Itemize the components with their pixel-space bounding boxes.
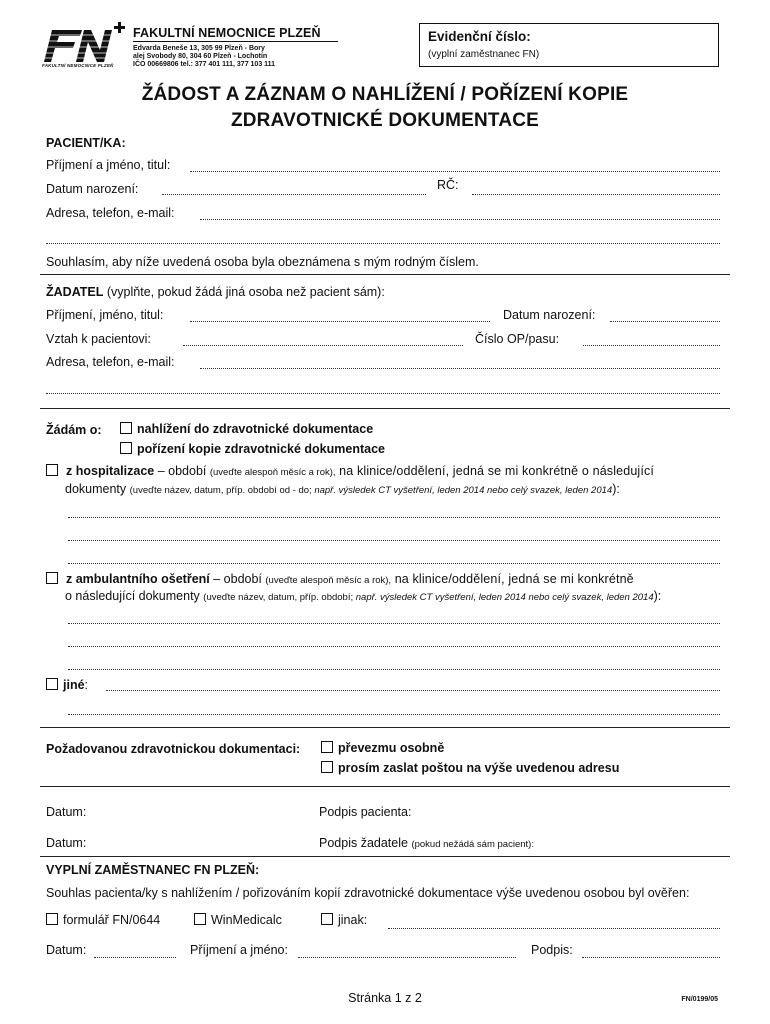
ambulatory-field-1[interactable] <box>68 623 720 624</box>
checkbox[interactable] <box>46 678 58 690</box>
evidence-number-box[interactable] <box>419 23 719 67</box>
section-divider <box>40 727 730 728</box>
applicant-address-field[interactable] <box>200 368 720 369</box>
patient-address-field-2[interactable] <box>46 243 720 244</box>
docs-example: např. výsledek CT vyšetření, leden 2014 nebo celý svazek, leden 2014 <box>355 592 654 603</box>
ambulatory-label: z ambulantního ošetření <box>66 572 210 586</box>
checkbox[interactable] <box>120 442 132 454</box>
address-line-1: Edvarda Beneše 13, 305 99 Plzeň - Bory <box>133 45 265 52</box>
option-label: jinak: <box>338 913 368 927</box>
applicant-heading <box>46 285 385 299</box>
delivery-option-personal[interactable] <box>321 741 444 755</box>
applicant-address-label: Adresa, telefon, e-mail: <box>46 355 175 369</box>
option-label: pořízení kopie zdravotnické dokumentace <box>137 442 385 456</box>
applicant-heading-bold: ŽADATEL <box>46 285 104 299</box>
address-line-2: alej Svobody 80, 304 60 Plzeň - Lochotín <box>133 53 268 60</box>
patient-signature-label: Podpis pacienta: <box>319 805 412 819</box>
docs-colon: ): <box>612 482 620 496</box>
staff-sign-label: Podpis: <box>531 943 573 957</box>
option-label: prosím zaslat poštou na výše uvedenou adresu <box>338 761 620 775</box>
other-field-2[interactable] <box>68 714 720 715</box>
request-option-copy[interactable] <box>120 442 385 456</box>
patient-dob-field[interactable] <box>162 194 426 195</box>
request-label: Žádám o: <box>46 423 102 437</box>
period-note: (uveďte alespoň měsíc a rok), <box>265 575 392 586</box>
option-label: nahlížení do zdravotnické dokumentace <box>137 422 374 436</box>
checkbox[interactable] <box>194 913 206 925</box>
dash: – období <box>209 572 266 586</box>
ambulatory-option[interactable] <box>46 572 634 586</box>
staff-name-label: Příjmení a jméno: <box>190 943 288 957</box>
staff-date-label: Datum: <box>46 943 87 957</box>
applicant-signature-label <box>319 836 534 850</box>
section-divider <box>40 408 730 409</box>
hospitalization-line2 <box>65 482 620 496</box>
ambulatory-field-2[interactable] <box>68 646 720 647</box>
patient-name-label: Příjmení a jméno, titul: <box>46 158 171 172</box>
hospitalization-rest: na klinice/oddělení, jedná se mi konkrétně o následující <box>335 464 655 478</box>
header-divider <box>133 41 338 42</box>
logo-caption: FAKULTNÍ NEMOCNICE PLZEŇ <box>42 63 114 68</box>
checkbox[interactable] <box>321 913 333 925</box>
checkbox[interactable] <box>321 741 333 753</box>
docs-note: (uveďte název, datum, příp. období; <box>203 592 356 603</box>
form-title-line2: ZDRAVOTNICKÉ DOKUMENTACE <box>230 110 540 131</box>
patient-heading: PACIENT/KA: <box>46 136 126 150</box>
staff-sign-field[interactable] <box>582 957 720 958</box>
patient-address-label: Adresa, telefon, e-mail: <box>46 206 175 220</box>
applicant-dob-field[interactable] <box>610 321 720 322</box>
other-label: jiné <box>63 678 85 692</box>
form-code: FN/0199/05 <box>681 996 718 1003</box>
applicant-signature-text: Podpis žadatele <box>319 836 412 850</box>
staff-date-field[interactable] <box>94 957 176 958</box>
form-title-line1: ŽÁDOST A ZÁZNAM O NAHLÍŽENÍ / POŘÍZENÍ KOPIE <box>141 84 629 105</box>
staff-consent-text: Souhlas pacienta/ky s nahlížením / pořizováním kopií zdravotnické dokumentace výše uvedenou osobou byl ověřen: <box>46 886 690 900</box>
staff-option-other[interactable] <box>321 913 367 927</box>
checkbox[interactable] <box>120 422 132 434</box>
address-line-3: IČO 00669806 tel.: 377 401 111, 377 103 111 <box>133 61 276 68</box>
ambulatory-field-3[interactable] <box>68 669 720 670</box>
page-number: Stránka 1 z 2 <box>348 991 422 1005</box>
section-divider <box>40 856 730 857</box>
applicant-date-label: Datum: <box>46 836 87 850</box>
ambulatory-rest: na klinice/oddělení, jedná se mi konkrétně <box>391 572 634 586</box>
docs-colon: ): <box>653 589 662 603</box>
checkbox[interactable] <box>46 913 58 925</box>
option-label: převezmu osobně <box>338 741 445 755</box>
checkbox[interactable] <box>46 572 58 584</box>
docs-word: dokumenty <box>65 482 130 496</box>
staff-other-field[interactable] <box>388 928 720 929</box>
docs-example: např. výsledek CT vyšetření, leden 2014 nebo celý svazek, leden 2014 <box>314 485 613 496</box>
staff-name-field[interactable] <box>298 957 516 958</box>
docs-note: (uveďte název, datum, příp. období od - do; <box>129 485 315 496</box>
staff-option-winmedicalc[interactable] <box>194 913 282 927</box>
applicant-name-field[interactable] <box>190 321 490 322</box>
ambulatory-line2 <box>65 589 661 603</box>
patient-name-field[interactable] <box>190 171 720 172</box>
applicant-signature-note: (pokud nežádá sám pacient): <box>411 839 534 850</box>
staff-option-form[interactable] <box>46 913 160 927</box>
patient-consent-text: Souhlasím, aby níže uvedená osoba byla obeznámena s mým rodným číslem. <box>46 255 479 269</box>
applicant-heading-note: (vyplňte, pokud žádá jiná osoba než pacient sám): <box>103 285 385 299</box>
hospitalization-field-3[interactable] <box>68 563 720 564</box>
delivery-option-mail[interactable] <box>321 761 619 775</box>
dash: – období <box>154 464 210 478</box>
applicant-name-label: Příjmení, jméno, titul: <box>46 308 164 322</box>
hospitalization-field-1[interactable] <box>68 517 720 518</box>
evidence-number-note: (vyplní zaměstnanec FN) <box>428 49 540 60</box>
applicant-dob-label: Datum narození: <box>503 308 596 322</box>
applicant-relation-label: Vztah k pacientovi: <box>46 332 151 346</box>
applicant-address-field-2[interactable] <box>46 393 720 394</box>
patient-address-field[interactable] <box>200 219 720 220</box>
hospitalization-option[interactable] <box>46 464 654 478</box>
section-divider <box>40 274 730 275</box>
other-option[interactable] <box>46 678 88 692</box>
patient-rc-label: RČ: <box>437 178 459 192</box>
patient-dob-label: Datum narození: <box>46 182 139 196</box>
hospitalization-label: z hospitalizace <box>66 464 155 478</box>
checkbox[interactable] <box>321 761 333 773</box>
delivery-label: Požadovanou zdravotnickou dokumentaci: <box>46 742 301 756</box>
other-field-1[interactable] <box>106 690 720 691</box>
request-option-viewing[interactable] <box>120 422 373 436</box>
applicant-relation-field[interactable] <box>183 345 463 346</box>
hospital-name: FAKULTNÍ NEMOCNICE PLZEŇ <box>133 26 321 40</box>
hospitalization-field-2[interactable] <box>68 540 720 541</box>
staff-heading: VYPLNÍ ZAMĚSTNANEC FN PLZEŇ: <box>46 863 260 877</box>
evidence-number-label: Evidenční číslo: <box>428 29 531 44</box>
patient-rc-field[interactable] <box>472 194 720 195</box>
other-colon: : <box>84 678 89 692</box>
option-label: formulář FN/0644 <box>63 913 161 927</box>
option-label: WinMedicalc <box>211 913 282 927</box>
patient-date-label: Datum: <box>46 805 87 819</box>
section-divider <box>40 786 730 787</box>
checkbox[interactable] <box>46 464 58 476</box>
applicant-id-field[interactable] <box>583 345 720 346</box>
applicant-id-label: Číslo OP/pasu: <box>475 332 560 346</box>
docs-word: o následující dokumenty <box>65 589 204 603</box>
period-note: (uveďte alespoň měsíc a rok), <box>209 467 336 478</box>
